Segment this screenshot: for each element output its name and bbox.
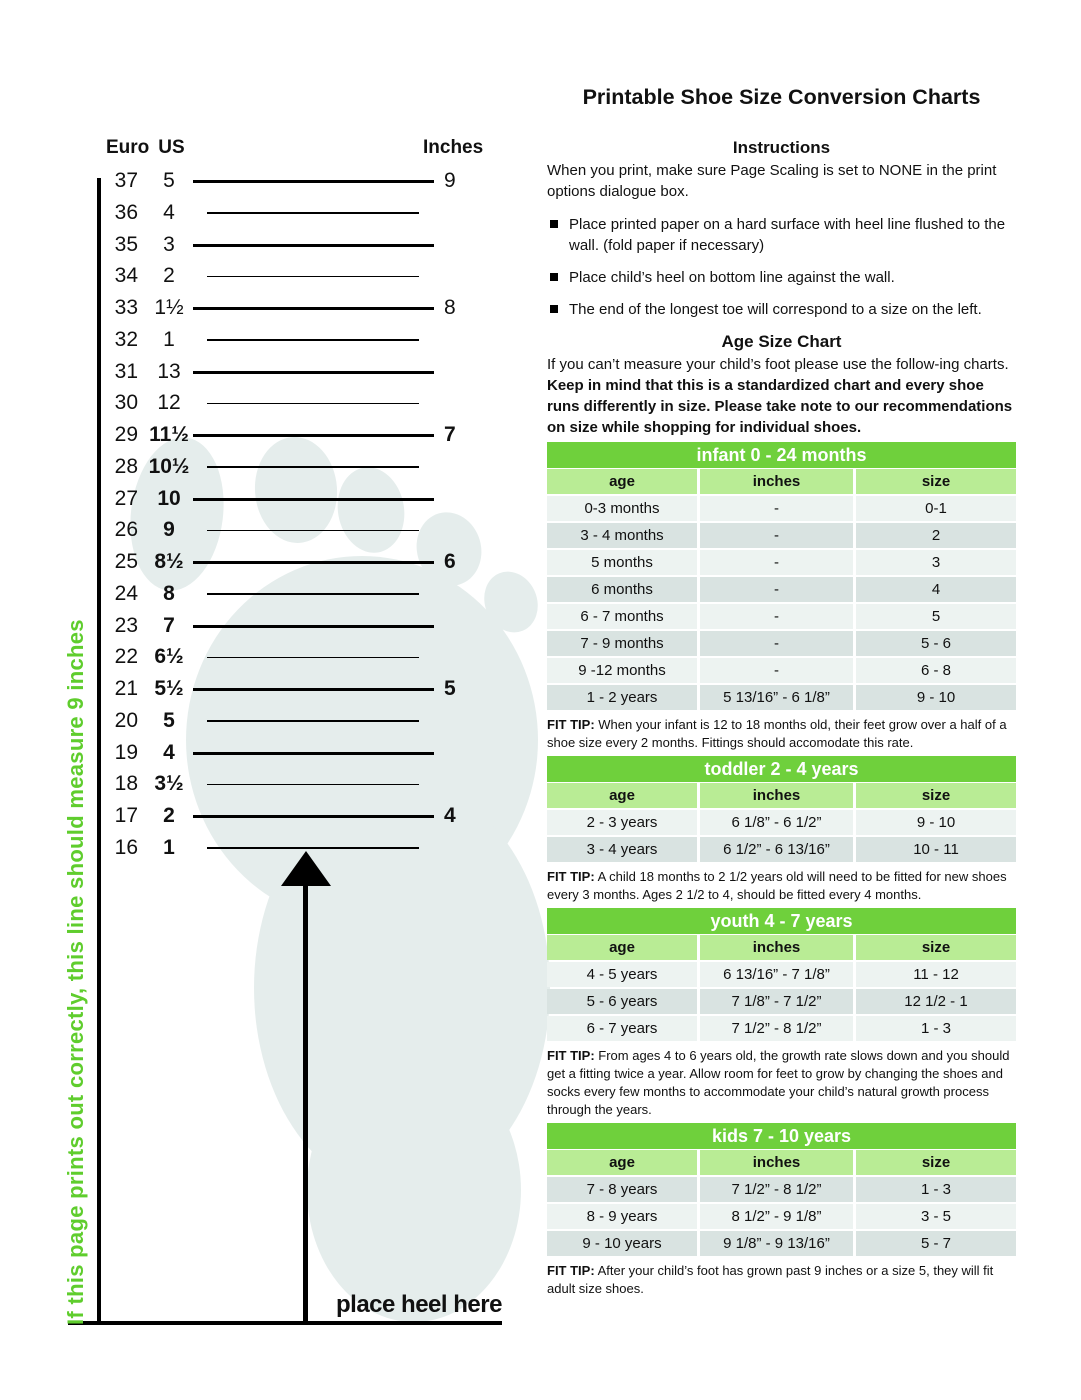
- inches-column-header: Inches: [423, 137, 484, 158]
- table-cell: 5 - 6 years: [547, 989, 697, 1014]
- euro-size-label: 21: [114, 677, 138, 700]
- us-size-label: 7: [163, 613, 175, 637]
- table-cell: 8 - 9 years: [547, 1204, 697, 1229]
- table-cell: 4 - 5 years: [547, 962, 697, 987]
- euro-size-label: 30: [114, 391, 138, 415]
- us-size-label: 8½: [154, 550, 184, 573]
- table-cell: -: [700, 577, 853, 602]
- ruler-row: [0, 231, 500, 259]
- ruler-row: [0, 453, 500, 481]
- ruler-row: [0, 167, 500, 195]
- instruction-bullet: Place printed paper on a hard surface with heel line flushed to the wall. (fold paper if necessary): [547, 214, 1016, 256]
- euro-size-label: 26: [114, 518, 138, 542]
- table-cell: 5 - 7: [856, 1231, 1016, 1256]
- square-bullet-icon: [550, 305, 558, 313]
- ruler-row: [0, 485, 500, 513]
- table-cell: 5 - 6: [856, 631, 1016, 656]
- size-line: [207, 339, 419, 341]
- size-line: [193, 752, 434, 755]
- table-cell: 3 - 4 months: [547, 523, 697, 548]
- size-line: [193, 815, 434, 818]
- table-cell: 6 - 7 months: [547, 604, 697, 629]
- fit-tip: FIT TIP: After your child’s foot has grown past 9 inches or a size 5, they will fit adult size shoes.: [547, 1263, 994, 1296]
- size-line: [193, 625, 434, 628]
- table-column-header: age: [547, 469, 697, 494]
- table-cell: 3 - 5: [856, 1204, 1016, 1229]
- table-cell: 0-3 months: [547, 496, 697, 521]
- us-size-label: 12: [157, 391, 181, 415]
- euro-size-label: 18: [114, 772, 138, 796]
- size-line: [207, 403, 419, 405]
- euro-size-label: 19: [114, 740, 138, 764]
- size-line: [193, 307, 434, 310]
- size-line: [207, 784, 419, 786]
- us-size-label: 1: [163, 835, 175, 859]
- euro-size-label: 31: [114, 359, 138, 383]
- us-size-label: 5: [163, 169, 175, 192]
- size-line: [207, 466, 419, 468]
- instructions-bullet-list: [547, 214, 1016, 320]
- euro-size-label: 27: [114, 486, 138, 510]
- us-size-label: 4: [163, 740, 175, 764]
- size-line: [207, 276, 419, 278]
- euro-size-label: 29: [114, 423, 138, 446]
- place-heel-here-label: place heel here: [336, 1291, 502, 1318]
- size-line: [207, 593, 419, 595]
- fit-tip-label: FIT TIP:: [547, 717, 595, 732]
- table-grid: [547, 1150, 1016, 1256]
- fit-tip: FIT TIP: From ages 4 to 6 years old, the growth rate slows down and you should get a fitting twice a year. Allow room for feet to grow by changing the shoes and socks every few months to accommodate your child’s natural growth process through the years.: [547, 1048, 1010, 1117]
- table-cell: 10 - 11: [856, 837, 1016, 862]
- table-cell: 1 - 2 years: [547, 685, 697, 710]
- fit-tip: FIT TIP: When your infant is 12 to 18 months old, their feet grow over a half of a shoe size every 2 months. Fittings should accomodate this rate.: [547, 717, 1007, 750]
- measure-arrow-stem: [303, 884, 308, 1322]
- table-cell: 3: [856, 550, 1016, 575]
- us-size-label: 5½: [154, 677, 184, 700]
- table-cell: 7 1/8” - 7 1/2”: [700, 989, 853, 1014]
- table-cell: 8 1/2” - 9 1/8”: [700, 1204, 853, 1229]
- euro-size-label: 28: [114, 454, 138, 478]
- us-size-label: 4: [163, 200, 175, 224]
- size-line: [193, 561, 434, 564]
- table-column-header: size: [856, 935, 1016, 960]
- table-cell: 5: [856, 604, 1016, 629]
- page-title: Printable Shoe Size Conversion Charts: [582, 85, 981, 109]
- table-cell: -: [700, 604, 853, 629]
- us-size-label: 2: [163, 264, 175, 288]
- table-column-header: age: [547, 783, 697, 808]
- age-size-table-section: [547, 756, 1016, 904]
- size-line: [207, 212, 419, 214]
- measure-ruler: [0, 0, 540, 1400]
- table-cell: 1 - 3: [856, 1177, 1016, 1202]
- square-bullet-icon: [550, 220, 558, 228]
- fit-tip-label: FIT TIP:: [547, 1263, 595, 1278]
- us-size-label: 3½: [154, 772, 184, 796]
- instruction-bullet: The end of the longest toe will correspond to a size on the left.: [547, 299, 1016, 320]
- inch-label: 8: [444, 296, 456, 319]
- inch-label: 5: [444, 677, 456, 700]
- fit-tip-label: FIT TIP:: [547, 1048, 595, 1063]
- table-cell: -: [700, 631, 853, 656]
- table-cell: 6 1/8” - 6 1/2”: [700, 810, 853, 835]
- us-size-label: 8: [163, 581, 175, 605]
- ruler-row: [0, 389, 500, 417]
- table-cell: -: [700, 496, 853, 521]
- age-size-tables: [547, 442, 1016, 1298]
- euro-size-label: 17: [114, 804, 138, 827]
- euro-size-label: 36: [114, 200, 138, 224]
- euro-column-header: Euro: [106, 137, 150, 158]
- size-line: [207, 720, 419, 722]
- table-cell: 6 months: [547, 577, 697, 602]
- table-title-bar: youth 4 - 7 years: [547, 908, 1016, 934]
- age-size-table-section: [547, 908, 1016, 1119]
- us-size-label: 10½: [148, 454, 190, 478]
- table-cell: 7 - 8 years: [547, 1177, 697, 1202]
- ruler-row: [0, 421, 500, 449]
- table-column-header: inches: [700, 469, 853, 494]
- table-title-bar: infant 0 - 24 months: [547, 442, 1016, 468]
- fit-tip: FIT TIP: A child 18 months to 2 1/2 years old will need to be fitted for new shoes every 3 months. Ages 2 1/2 to 4, should be fitted every 4 months.: [547, 869, 1007, 902]
- table-cell: 9 - 10: [856, 810, 1016, 835]
- table-grid: [547, 935, 1016, 1041]
- euro-size-label: 34: [114, 264, 138, 288]
- table-cell: 7 - 9 months: [547, 631, 697, 656]
- table-grid: [547, 469, 1016, 710]
- size-line: [193, 371, 434, 374]
- size-line: [193, 434, 434, 437]
- inch-label: 6: [444, 550, 456, 573]
- table-cell: 9 1/8” - 9 13/16”: [700, 1231, 853, 1256]
- euro-size-label: 24: [114, 581, 138, 605]
- euro-size-label: 37: [114, 169, 138, 192]
- size-line: [207, 847, 419, 849]
- age-size-chart-intro: [547, 354, 1016, 438]
- table-cell: -: [700, 658, 853, 683]
- table-grid: [547, 783, 1016, 862]
- ruler-row: [0, 294, 500, 322]
- table-cell: 5 months: [547, 550, 697, 575]
- us-size-label: 13: [157, 359, 181, 383]
- square-bullet-icon: [550, 273, 558, 281]
- age-size-chart-heading: Age Size Chart: [721, 332, 842, 351]
- table-cell: -: [700, 523, 853, 548]
- size-line: [193, 244, 434, 247]
- instructions-heading: Instructions: [732, 138, 831, 157]
- euro-size-label: 22: [114, 645, 138, 669]
- euro-size-label: 35: [114, 232, 138, 256]
- euro-size-label: 20: [114, 708, 138, 732]
- ruler-row: [0, 326, 500, 354]
- us-size-label: 6½: [154, 645, 184, 669]
- table-cell: 11 - 12: [856, 962, 1016, 987]
- euro-size-label: 25: [114, 550, 138, 573]
- us-size-label: 1½: [154, 296, 184, 319]
- print-check-note: If this page prints out correctly, this line should measure 9 inches: [63, 619, 88, 1325]
- us-size-label: 5: [163, 708, 175, 732]
- instructions-intro: When you print, make sure Page Scaling is set to NONE in the print options dialogue box.: [547, 162, 997, 200]
- table-cell: 9 -12 months: [547, 658, 697, 683]
- ruler-row: [0, 199, 500, 227]
- us-size-label: 9: [163, 518, 175, 542]
- table-cell: 3 - 4 years: [547, 837, 697, 862]
- content-column: [547, 84, 1016, 1298]
- size-line: [207, 657, 419, 659]
- age-size-table-section: [547, 442, 1016, 752]
- inch-label: 7: [444, 423, 456, 446]
- ruler-row: [0, 262, 500, 290]
- table-cell: 2: [856, 523, 1016, 548]
- table-cell: -: [700, 550, 853, 575]
- measure-arrow-head: [281, 851, 331, 886]
- fit-tip-label: FIT TIP:: [547, 869, 595, 884]
- euro-size-label: 16: [114, 835, 138, 859]
- inch-label: 4: [444, 804, 456, 827]
- ruler-row: [0, 358, 500, 386]
- us-column-header: US: [158, 137, 185, 158]
- table-cell: 6 1/2” - 6 13/16”: [700, 837, 853, 862]
- table-cell: 7 1/2” - 8 1/2”: [700, 1016, 853, 1041]
- table-cell: 9 - 10: [856, 685, 1016, 710]
- us-size-label: 2: [163, 804, 175, 827]
- inch-label: 9: [444, 169, 456, 192]
- table-cell: 4: [856, 577, 1016, 602]
- table-column-header: age: [547, 935, 697, 960]
- table-cell: 2 - 3 years: [547, 810, 697, 835]
- euro-size-label: 23: [114, 613, 138, 637]
- table-column-header: inches: [700, 783, 853, 808]
- euro-size-label: 32: [114, 327, 138, 351]
- table-column-header: age: [547, 1150, 697, 1175]
- heel-baseline: [68, 1321, 502, 1325]
- table-cell: 1 - 3: [856, 1016, 1016, 1041]
- table-cell: 6 - 8: [856, 658, 1016, 683]
- table-cell: 7 1/2” - 8 1/2”: [700, 1177, 853, 1202]
- size-line: [207, 530, 419, 532]
- table-cell: 12 1/2 - 1: [856, 989, 1016, 1014]
- table-column-header: size: [856, 1150, 1016, 1175]
- us-size-label: 3: [163, 232, 175, 256]
- table-column-header: inches: [700, 935, 853, 960]
- age-size-table-section: [547, 1123, 1016, 1298]
- table-cell: 9 - 10 years: [547, 1231, 697, 1256]
- euro-size-label: 33: [114, 296, 138, 319]
- instruction-bullet: Place child’s heel on bottom line against the wall.: [547, 267, 1016, 288]
- us-size-label: 1: [163, 327, 175, 351]
- size-line: [193, 688, 434, 691]
- table-cell: 6 13/16” - 7 1/8”: [700, 962, 853, 987]
- size-line: [193, 498, 434, 501]
- table-column-header: size: [856, 783, 1016, 808]
- ruler-column-headers: [106, 137, 194, 159]
- table-column-header: inches: [700, 1150, 853, 1175]
- us-size-label: 10: [157, 486, 181, 510]
- table-cell: 0-1: [856, 496, 1016, 521]
- table-title-bar: toddler 2 - 4 years: [547, 756, 1016, 782]
- table-cell: 6 - 7 years: [547, 1016, 697, 1041]
- table-title-bar: kids 7 - 10 years: [547, 1123, 1016, 1149]
- age-intro-bold: Keep in mind that this is a standardized chart and every shoe runs differently in size. Please take note to our recommendations on size while shopping for individual shoes.: [547, 377, 1013, 436]
- table-column-header: size: [856, 469, 1016, 494]
- age-intro-regular: If you can’t measure your child’s foot please use the follow-ing charts.: [547, 356, 1009, 373]
- table-cell: 5 13/16” - 6 1/8”: [700, 685, 853, 710]
- us-size-label: 11½: [149, 423, 189, 446]
- size-line: [193, 180, 434, 183]
